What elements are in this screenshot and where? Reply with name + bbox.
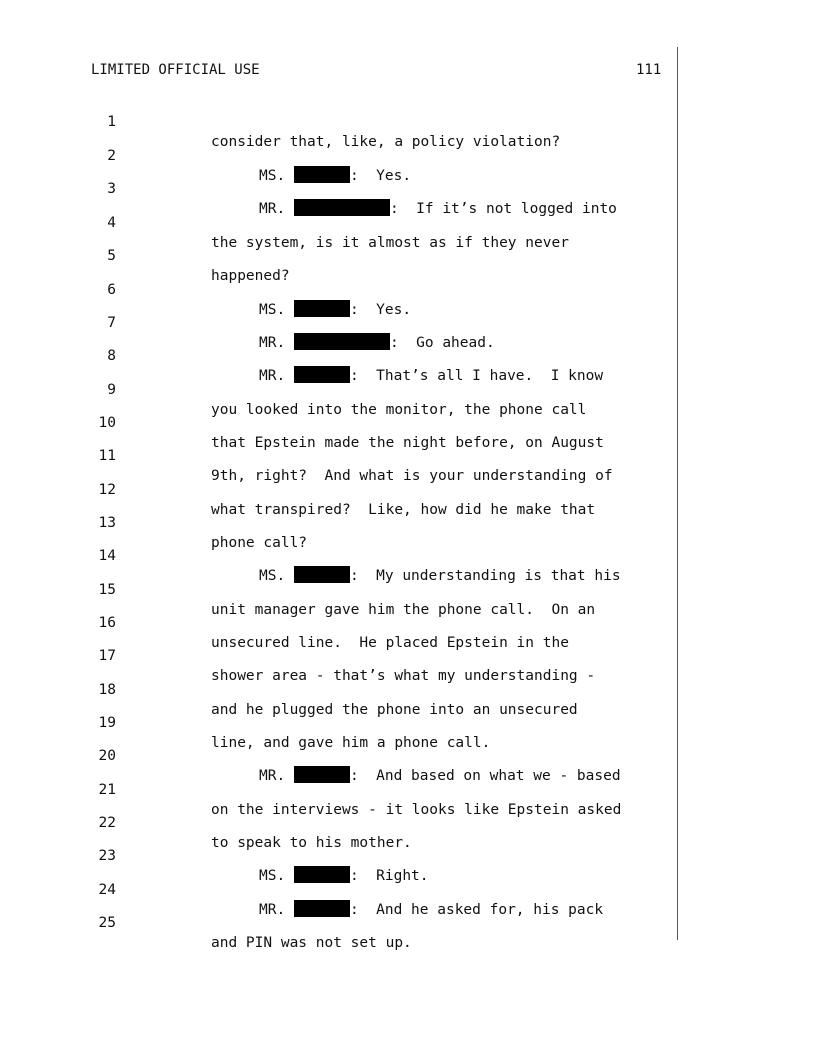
- line-text: and he plugged the phone into an unsecured: [211, 702, 578, 718]
- line-text: and PIN was not set up.: [211, 935, 412, 951]
- line-number: 25: [98, 915, 116, 931]
- line-number: 16: [98, 615, 116, 631]
- speaker-title: MS.: [259, 868, 286, 884]
- transcript-line: [0, 426, 816, 484]
- line-number: 24: [98, 882, 116, 898]
- line-text: what transpired? Like, how did he make that: [211, 502, 596, 518]
- line-text: : And he asked for, his pack: [349, 902, 604, 918]
- transcript-line: [0, 159, 816, 217]
- line-number: 8: [107, 348, 116, 364]
- line-number: 6: [107, 282, 116, 298]
- line-number: 7: [107, 315, 116, 331]
- line-number: 18: [98, 682, 116, 698]
- transcript-line: [0, 260, 816, 318]
- line-text: phone call?: [211, 535, 308, 551]
- line-text: : My understanding is that his: [349, 568, 621, 584]
- speaker-title: MS.: [259, 568, 286, 584]
- line-number: 20: [98, 748, 116, 764]
- line-number: 23: [98, 848, 116, 864]
- transcript-line: [0, 226, 816, 284]
- transcript-line: [0, 726, 816, 784]
- speaker-title: MR.: [259, 368, 286, 384]
- transcript-line: [0, 393, 816, 451]
- speaker-title: MS.: [259, 302, 286, 318]
- transcript-line: [0, 293, 816, 351]
- speaker-title: MR.: [259, 768, 286, 784]
- line-text: : Yes.: [349, 168, 412, 184]
- line-number: 9: [107, 382, 116, 398]
- line-text: shower area - that’s what my understanding -: [211, 668, 596, 684]
- transcript-line: [0, 793, 816, 851]
- line-text: the system, is it almost as if they never: [211, 235, 569, 251]
- line-text: : Right.: [349, 868, 429, 884]
- transcript-line: [0, 760, 816, 818]
- line-text: : Go ahead.: [389, 335, 495, 351]
- speaker-title: MR.: [259, 335, 286, 351]
- transcript-line: [0, 193, 816, 251]
- transcript-line: [0, 360, 816, 418]
- line-text: unit manager gave him the phone call. On an: [211, 602, 596, 618]
- transcript-line: [0, 593, 816, 651]
- line-number: 12: [98, 482, 116, 498]
- transcript-line: [0, 92, 816, 150]
- line-text: line, and gave him a phone call.: [211, 735, 491, 751]
- header-classification: LIMITED OFFICIAL USE: [91, 62, 260, 78]
- transcript-line: [0, 626, 816, 684]
- line-number: 22: [98, 815, 116, 831]
- line-text: : Yes.: [349, 302, 412, 318]
- line-text: : If it’s not logged into: [389, 201, 617, 217]
- line-text: on the interviews - it looks like Epstein asked: [211, 802, 622, 818]
- line-number: 13: [98, 515, 116, 531]
- line-number: 3: [107, 181, 116, 197]
- line-number: 11: [98, 448, 116, 464]
- transcript-line: [0, 560, 816, 618]
- line-text: consider that, like, a policy violation?: [211, 134, 561, 150]
- line-text: you looked into the monitor, the phone call: [211, 402, 587, 418]
- speaker-title: MR.: [259, 201, 286, 217]
- line-text: that Epstein made the night before, on August: [211, 435, 604, 451]
- transcript-line: [0, 126, 816, 184]
- line-text: : That’s all I have. I know: [349, 368, 604, 384]
- line-text: : And based on what we - based: [349, 768, 621, 784]
- line-number: 21: [98, 782, 116, 798]
- transcript-line: [0, 326, 816, 384]
- line-number: 17: [98, 648, 116, 664]
- line-number: 2: [107, 148, 116, 164]
- line-text: to speak to his mother.: [211, 835, 412, 851]
- transcript-line: [0, 493, 816, 551]
- line-number: 4: [107, 215, 116, 231]
- transcript-line: [0, 660, 816, 718]
- line-number: 15: [98, 582, 116, 598]
- speaker-title: MR.: [259, 902, 286, 918]
- line-number: 19: [98, 715, 116, 731]
- line-number: 1: [107, 114, 116, 130]
- speaker-title: MS.: [259, 168, 286, 184]
- transcript-line: [0, 893, 816, 951]
- line-text: unsecured line. He placed Epstein in the: [211, 635, 569, 651]
- transcript-line: [0, 693, 816, 751]
- line-number: 5: [107, 248, 116, 264]
- line-text: 9th, right? And what is your understanding of: [211, 468, 613, 484]
- line-number: 14: [98, 548, 116, 564]
- transcript-line: [0, 860, 816, 918]
- transcript-line: [0, 460, 816, 518]
- transcript-line: [0, 826, 816, 884]
- line-number: 10: [98, 415, 116, 431]
- transcript-line: [0, 526, 816, 584]
- line-text: happened?: [211, 268, 290, 284]
- page-number: 111: [636, 62, 662, 78]
